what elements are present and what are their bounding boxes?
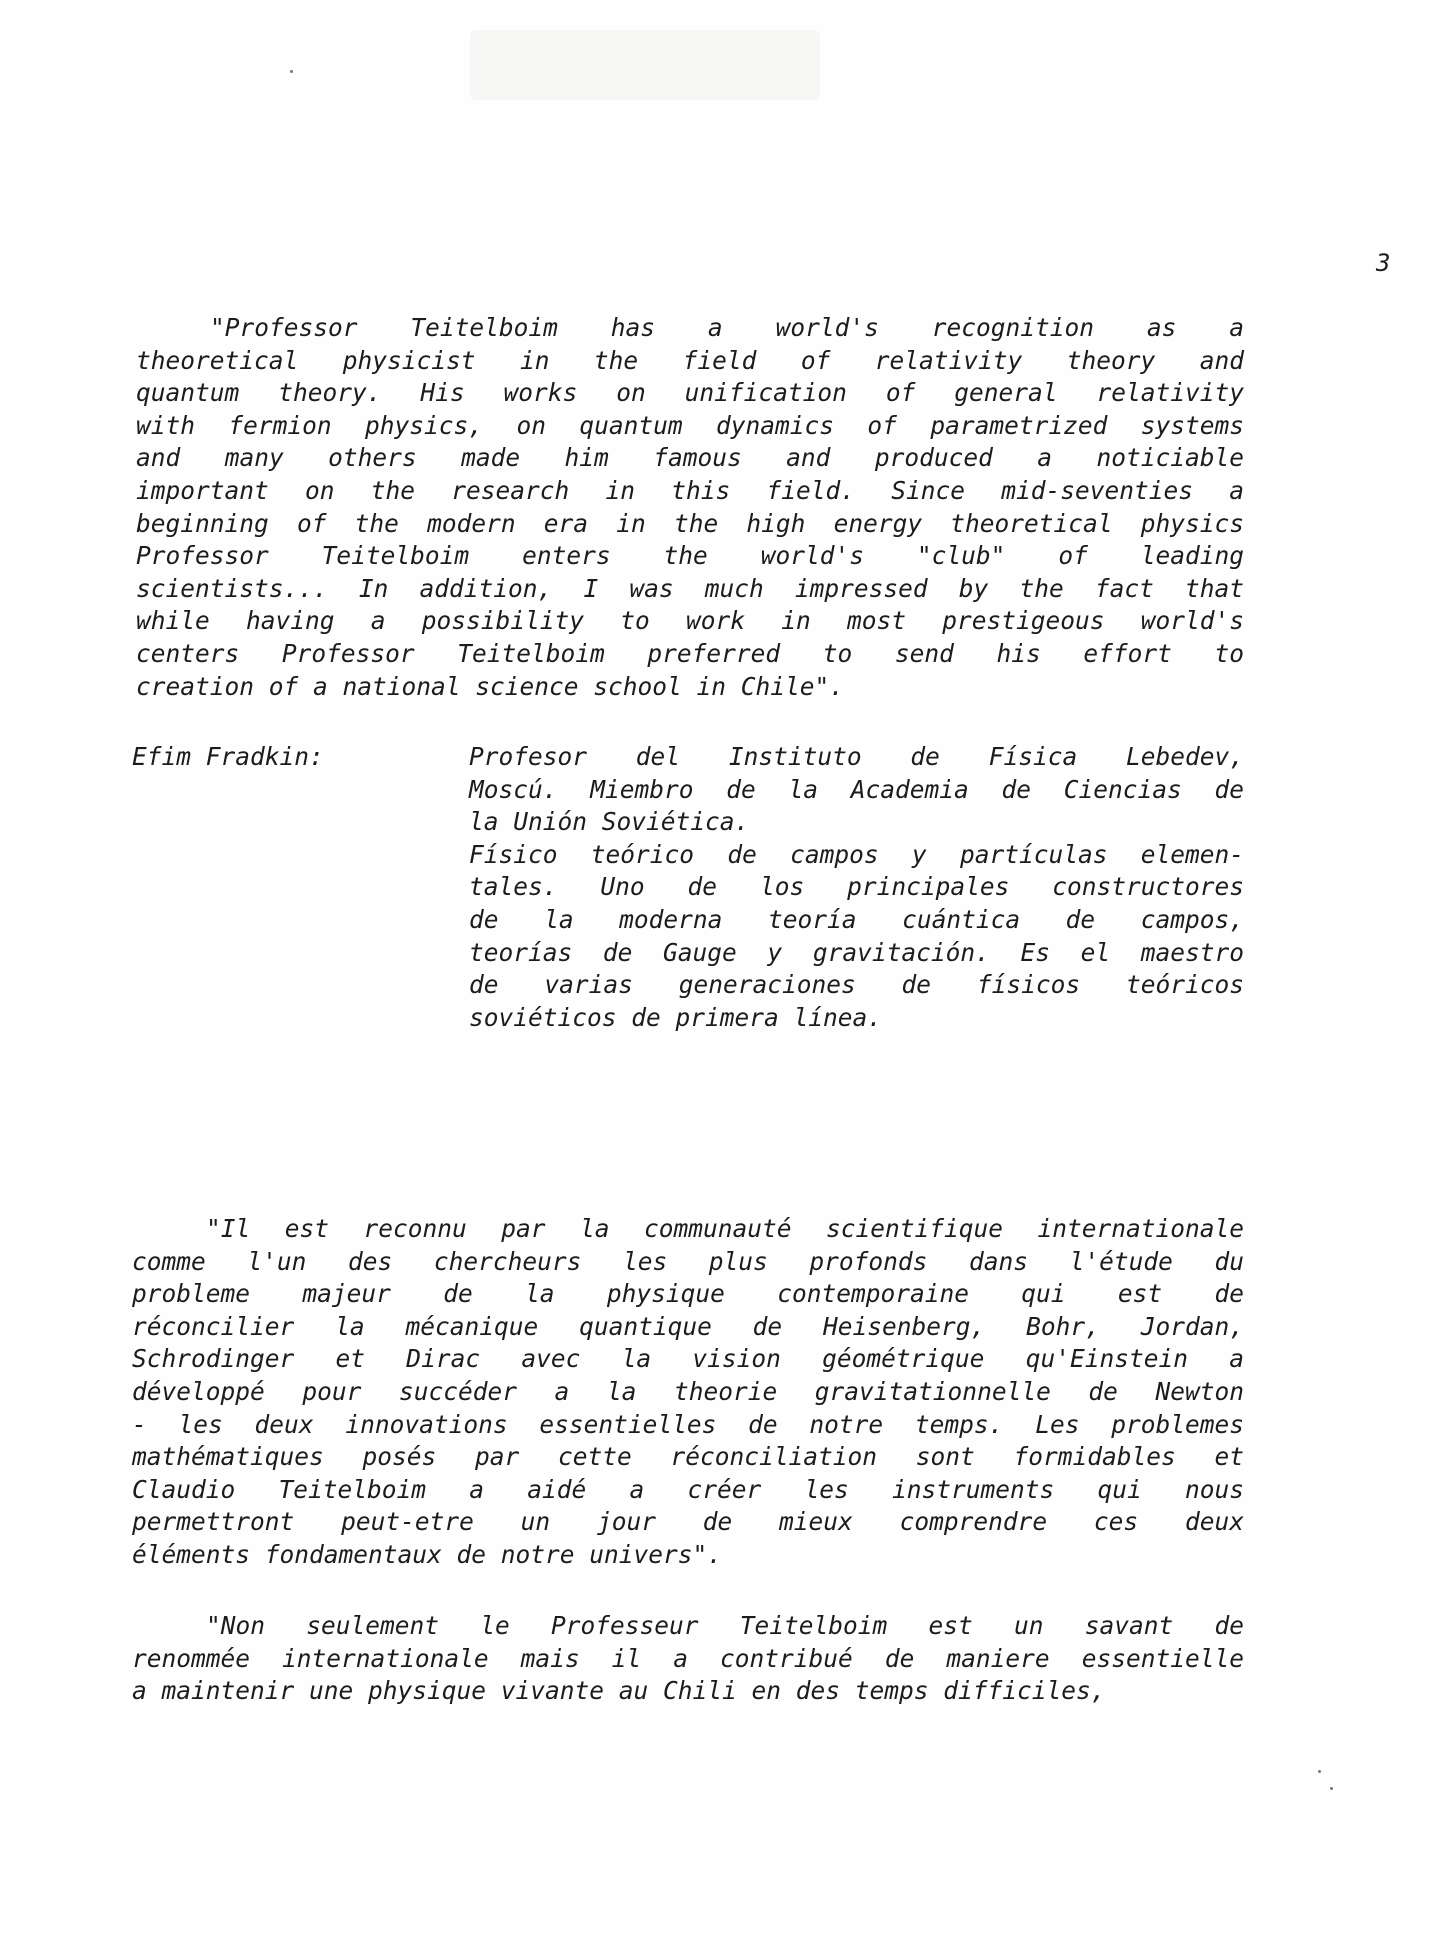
author-bio [469, 741, 1244, 1034]
text-line: réconcilier la mécanique quantique de Heisenberg, Bohr, Jordan, [132, 1311, 1244, 1341]
text-line: theoretical physicist in the field of relativity theory and [136, 345, 1244, 375]
scan-speck [290, 70, 293, 73]
quote-english [136, 312, 1244, 703]
author-name: Efim Fradkin: [132, 742, 324, 771]
text-line: centers Professor Teitelboim preferred to send his effort to [136, 638, 1244, 668]
text-line: développé pour succéder a la theorie gravitationnelle de Newton [132, 1376, 1244, 1406]
text-line: "Il est reconnu par la communauté scientifique internationale [206, 1214, 1244, 1243]
text-line: quantum theory. His works on unification of general relativity [136, 378, 1244, 408]
text-line: de la moderna teoría cuántica de campos, [469, 904, 1244, 934]
text-line: and many others made him famous and produced a noticiable [136, 443, 1244, 473]
text-line: permettront peut-etre un jour de mieux comprendre ces deux [132, 1507, 1244, 1537]
text-line: while having a possibility to work in most prestigeous world's [136, 606, 1244, 636]
scan-speck [1318, 1770, 1321, 1773]
quote-french-continued [132, 1610, 1244, 1708]
text-line: "Professor Teitelboim has a world's recognition as a [210, 313, 1244, 342]
text-line: de varias generaciones de físicos teóricos [469, 970, 1244, 1000]
text-line: Schrodinger et Dirac avec la vision géométrique qu'Einstein a [132, 1344, 1244, 1374]
text-line: scientists... In addition, I was much impressed by the fact that [136, 573, 1244, 603]
text-line: Claudio Teitelboim a aidé a créer les instruments qui nous [132, 1474, 1244, 1504]
text-line: "Non seulement le Professeur Teitelboim est un savant de [206, 1611, 1244, 1640]
text-line: a maintenir une physique vivante au Chili en des temps difficiles, [132, 1676, 1106, 1706]
text-line: Profesor del Instituto de Física Lebedev, [469, 742, 1244, 771]
text-line: Moscú. Miembro de la Academia de Ciencias de [469, 774, 1244, 804]
text-line: soviéticos de primera línea. [469, 1002, 883, 1032]
text-line: probleme majeur de la physique contemporaine qui est de [132, 1279, 1244, 1309]
text-line: teorías de Gauge y gravitación. Es el maestro [469, 937, 1244, 967]
scan-smudge [470, 30, 820, 100]
text-line: beginning of the modern era in the high energy theoretical physics [136, 508, 1244, 538]
text-line: creation of a national science school in Chile". [136, 671, 845, 701]
text-line: tales. Uno de los principales constructores [469, 872, 1244, 902]
text-line: - les deux innovations essentielles de notre temps. Les problemes [132, 1409, 1244, 1439]
quote-french [132, 1213, 1244, 1572]
text-line: renommée internationale mais il a contribué de maniere essentielle [132, 1643, 1244, 1673]
text-line: mathématiques posés par cette réconciliation sont formidables et [132, 1442, 1244, 1472]
text-line: Físico teórico de campos y partículas elemen- [469, 839, 1244, 869]
text-line: important on the research in this field. Since mid-seventies a [136, 475, 1244, 505]
scan-speck [1330, 1787, 1333, 1790]
text-line: éléments fondamentaux de notre univers". [132, 1539, 723, 1569]
text-line: Professor Teitelboim enters the world's "club" of leading [136, 541, 1244, 571]
page-number: 3 [1376, 249, 1391, 277]
text-line: la Unión Soviética. [469, 807, 750, 837]
text-line: comme l'un des chercheurs les plus profonds dans l'étude du [132, 1246, 1244, 1276]
text-line: with fermion physics, on quantum dynamics of parametrized systems [136, 410, 1244, 440]
